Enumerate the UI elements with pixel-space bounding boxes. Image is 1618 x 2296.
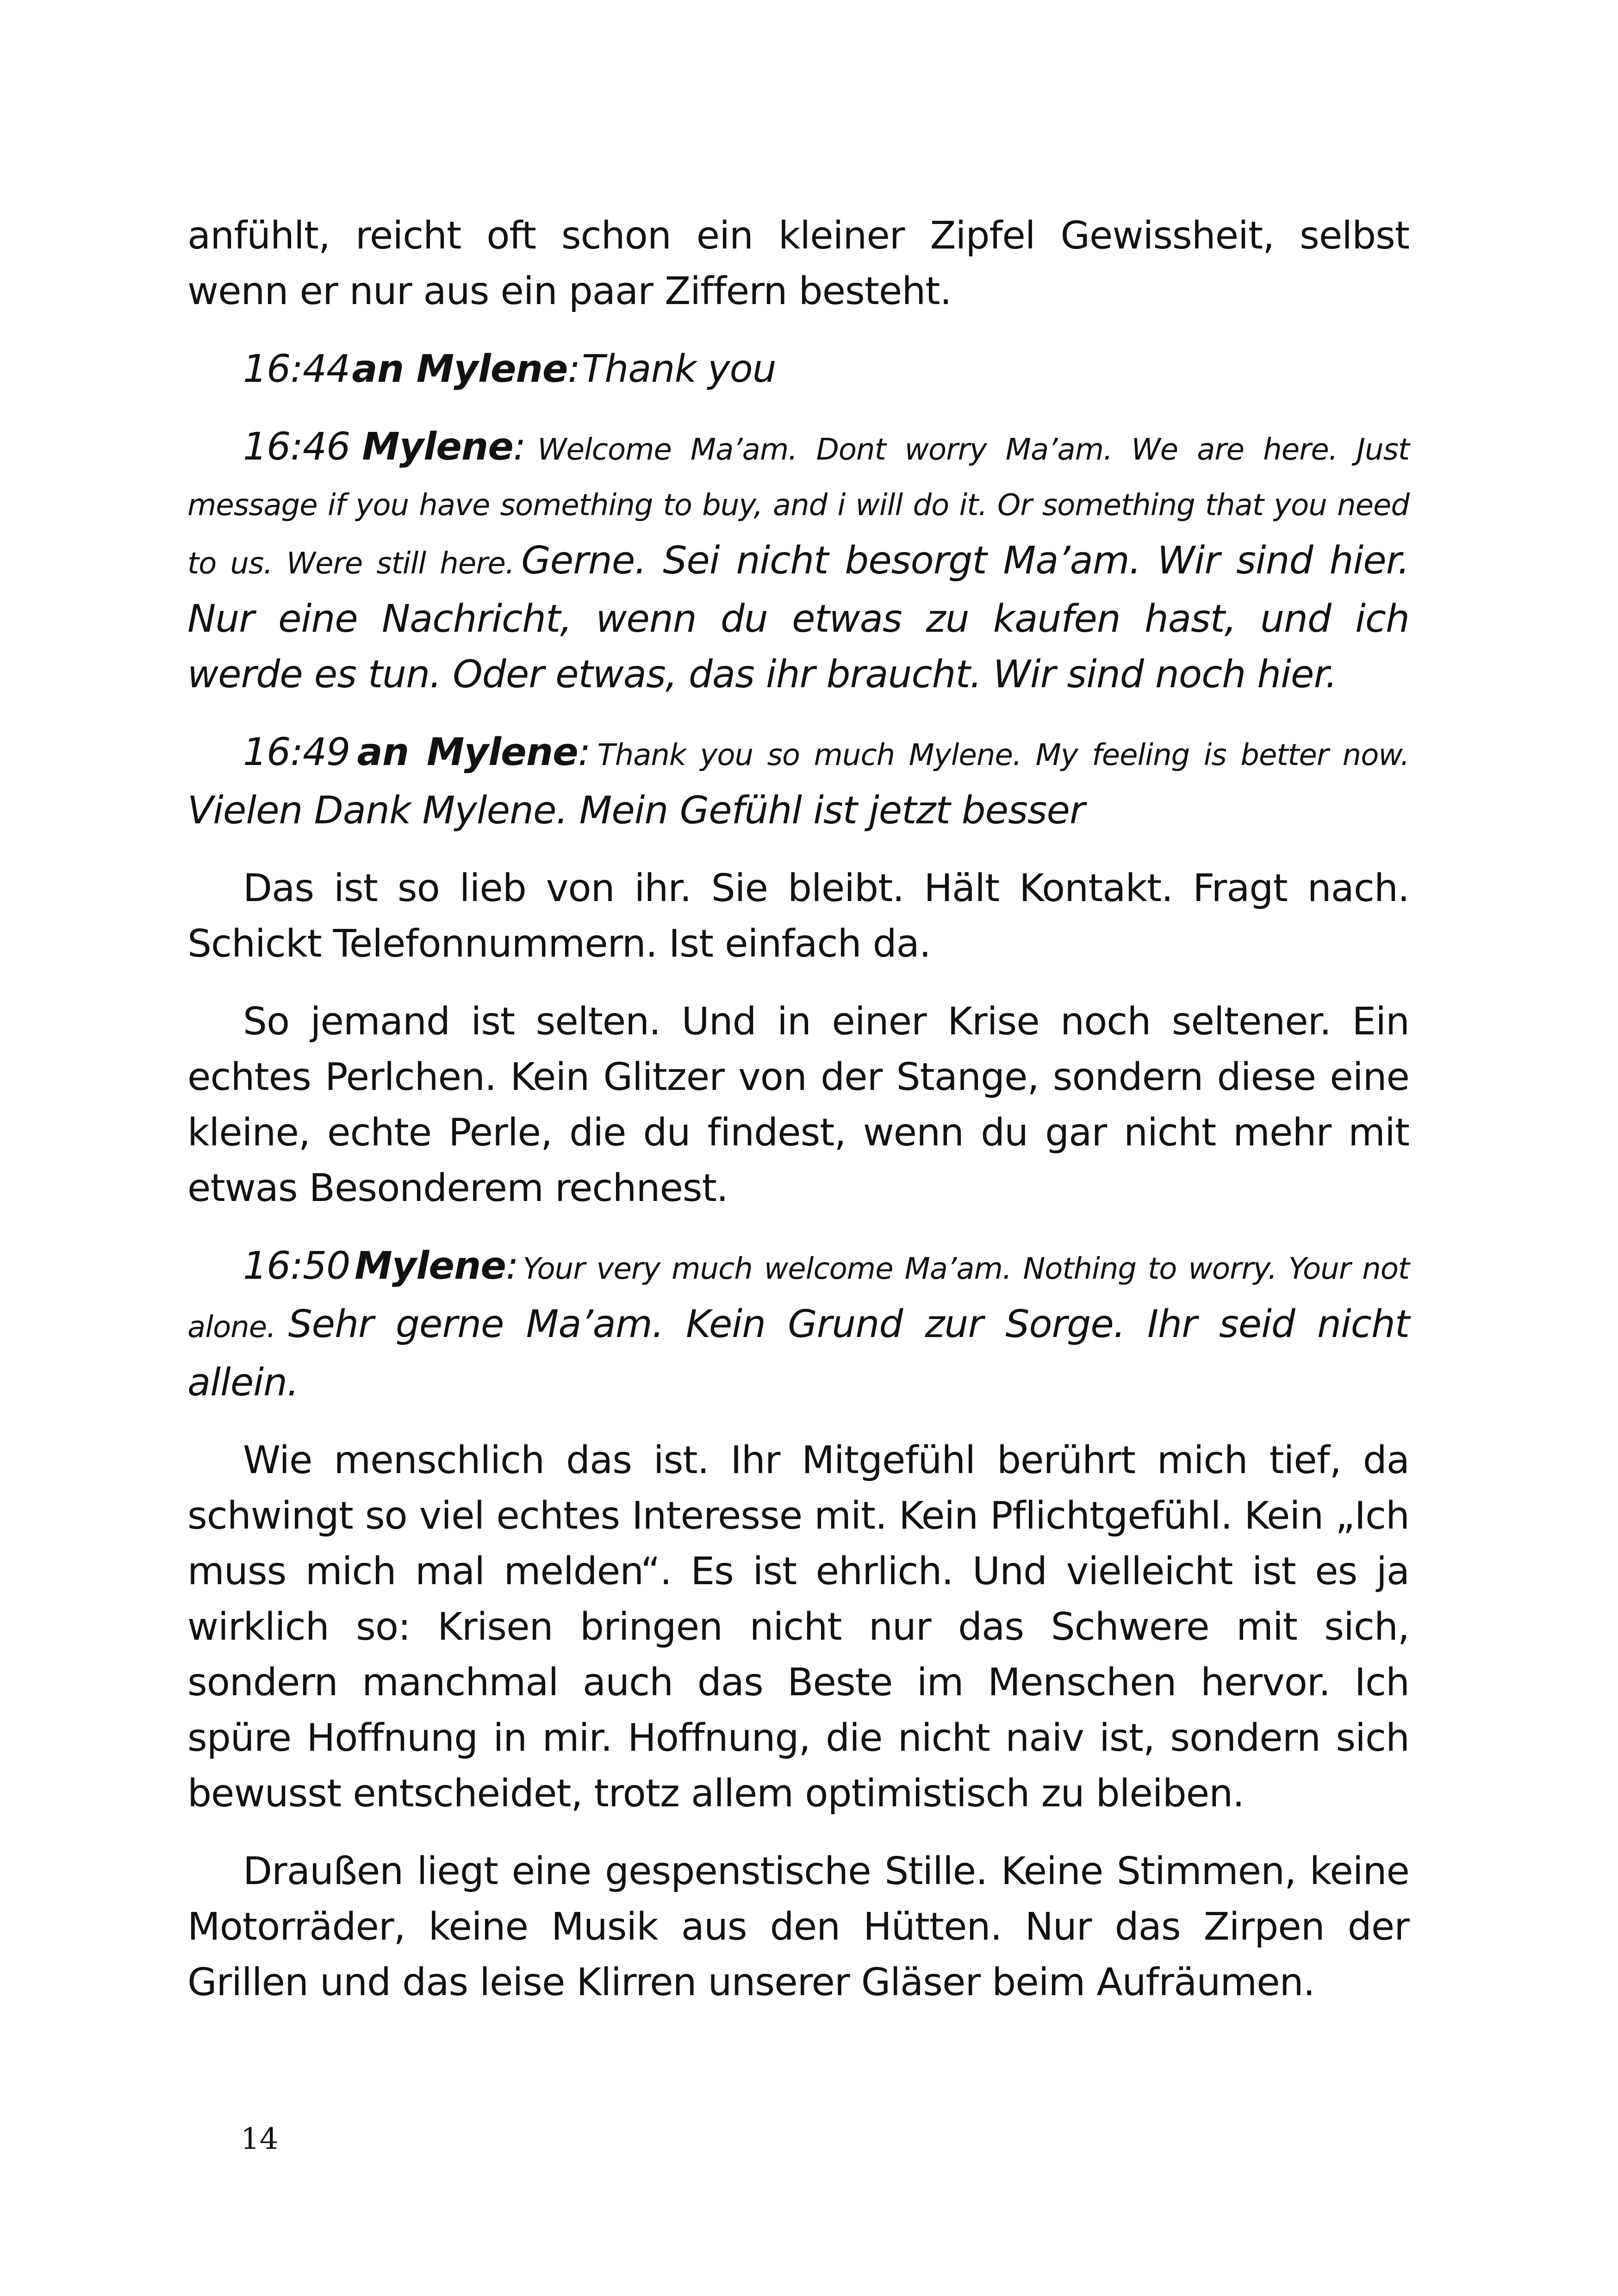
paragraph: Draußen liegt eine gespenstische Stille. Keine Stimmen, keine Motorräder, keine Musik aus den Hütten. Nur das Zirpen der Grillen und das leise Klirren unserer Gläser beim Aufräumen.: [187, 1849, 1409, 2004]
message-time: 16:44: [243, 347, 350, 391]
paragraph: Wie menschlich das ist. Ihr Mitgefühl berührt mich tief, da schwingt so viel echtes Interesse mit. Kein Pflichtgefühl. Kein „Ich muss mich mal melden“. Es ist ehrlich. Und vielleicht ist es ja wirklich so: Krisen bringen nicht nur das Schwere mit sich, sondern manchmal auch das Beste im Menschen hervor. Ich spüre Hoffnung in mir. Hoffnung, die nicht naiv ist, sondern sich bewusst entscheidet, trotz allem optimistisch zu bleiben.: [187, 1438, 1409, 1816]
message-english: Your very much welcome Ma’am. Nothing to worry. Your not alone.: [187, 1252, 1410, 1344]
message-english: Welcome Ma’am. Dont worry Ma’am. We are here. Just message if you have something to buy, and i will do it. Or something that you need to us. Were still here.: [187, 433, 1410, 581]
page-body: [187, 208, 1409, 2033]
message-german: Vielen Dank Mylene. Mein Gefühl ist jetzt besser: [187, 789, 1085, 833]
message-german: Gerne. Sei nicht besorgt Ma’am. Wir sind hier. Nur eine Nachricht, wenn du etwas zu kaufen hast, und ich werde es tun. Oder etwas, das ihr braucht. Wir sind noch hier.: [187, 539, 1409, 697]
paragraph: Das ist so lieb von ihr. Sie bleibt. Hält Kontakt. Fragt nach. Schickt Telefonnummern. Ist einfach da.: [187, 866, 1409, 966]
message-sender: Mylene: [362, 425, 513, 469]
message-time: 16:46: [243, 425, 350, 469]
message-separator: :: [505, 1244, 518, 1288]
chat-message-1650: [187, 1238, 1409, 1411]
paragraph: So jemand ist selten. Und in einer Krise noch seltener. Ein echtes Perlchen. Kein Glitzer von der Stange, sondern diese eine kleine, echte Perle, die du findest, wenn du gar nicht mehr mit etwas Besonderem rechnest.: [187, 1000, 1409, 1210]
page-number: 14: [241, 2122, 279, 2156]
chat-message-1644: [187, 342, 1409, 397]
chat-message-1646: [187, 419, 1409, 703]
chat-message-1649: [187, 725, 1409, 839]
message-text: Thank you: [582, 347, 776, 391]
message-separator: :: [567, 347, 580, 391]
message-time: 16:49: [243, 730, 350, 774]
message-time: 16:50: [243, 1244, 350, 1288]
message-english: Thank you so much Mylene. My feeling is better now.: [597, 738, 1409, 772]
message-separator: :: [513, 425, 526, 469]
paragraph-continuation: anfühlt, reicht oft schon ein kleiner Zipfel Gewissheit, selbst wenn er nur aus ein paar Ziffern besteht.: [187, 214, 1409, 313]
message-german: Sehr gerne Ma’am. Kein Grund zur Sorge. Ihr seid nicht allein.: [187, 1302, 1409, 1405]
message-sender: an Mylene: [352, 347, 568, 391]
message-separator: :: [578, 730, 591, 774]
message-sender: an Mylene: [357, 730, 578, 774]
message-sender: Mylene: [355, 1244, 506, 1288]
